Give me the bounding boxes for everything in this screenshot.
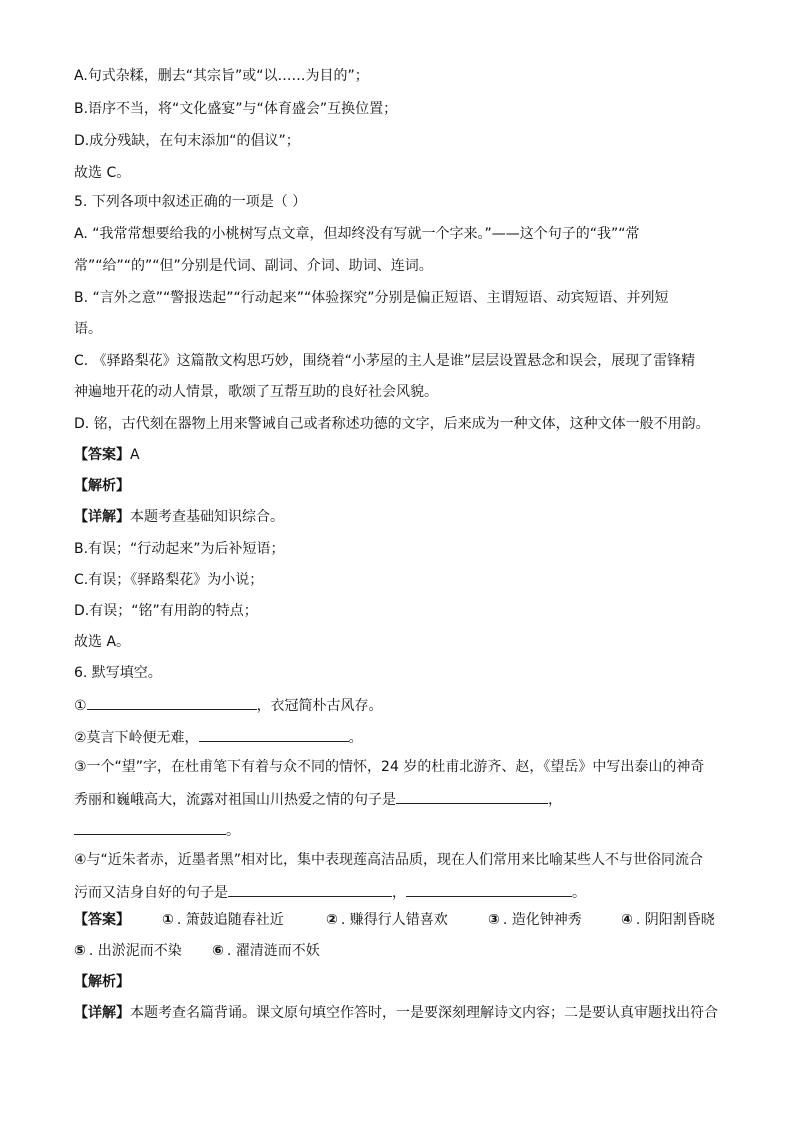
q5-option-b-line1: B. “言外之意”“警报迭起”“行动起来”“体验探究”分别是偏正短语、主谓短语、动宾短语、并列短	[74, 290, 669, 306]
q6-answer-4	[621, 911, 715, 929]
q5-option-c-line2: 神遍地开花的动人情景，歌颂了互帮互助的良好社会风貌。	[74, 384, 438, 400]
detail-label: 【详解】	[74, 1005, 130, 1021]
q6-item-4-line2	[74, 882, 586, 902]
q4-conclusion: 故选 C。	[74, 165, 131, 181]
item-number: ①	[74, 698, 87, 714]
answer-number: ④	[621, 912, 633, 928]
answer-number: ③	[488, 912, 500, 928]
item-text-pre: 污而又洁身自好的句子是	[74, 885, 228, 901]
q6-item-1	[74, 695, 383, 715]
q5-analysis-label: 【解析】	[74, 478, 130, 494]
q5-answer	[74, 446, 140, 464]
q6-answer-5	[74, 942, 182, 960]
q5-conclusion: 故选 A。	[74, 634, 131, 650]
answer-text: . 造化钟神秀	[502, 912, 582, 928]
q5-note-d: D.有误；“铭”有用韵的特点；	[74, 603, 258, 619]
item-text-mid: ，	[392, 885, 406, 901]
q6-item-2	[74, 727, 363, 747]
item-text-pre: ②莫言下岭便无难，	[74, 730, 199, 746]
q6-stem: 6. 默写填空。	[74, 665, 162, 681]
answer-text: . 箫鼓追随春社近	[176, 912, 284, 928]
q5-option-c-line1: C. 《驿路梨花》这篇散文构思巧妙，围绕着“小茅屋的主人是谁”层层设置悬念和误会，展现了雷锋精	[74, 353, 696, 369]
detail-text: 本题考查基础知识综合。	[130, 509, 284, 525]
answer-label: 【答案】	[74, 447, 130, 463]
q6-answer-label: 【答案】	[74, 912, 130, 928]
item-text-post: 。	[348, 730, 363, 746]
fill-blank-4[interactable]	[74, 820, 226, 835]
detail-label: 【详解】	[74, 509, 130, 525]
q6-item-3-line2	[74, 789, 562, 809]
item-text: ，衣冠简朴古风存。	[256, 698, 383, 714]
answer-number: ①	[162, 912, 174, 928]
q5-option-d: D. 铭，古代刻在器物上用来警诫自己或者称述功德的文字，后来成为一种文体，这种文体一般不用韵。	[74, 416, 710, 432]
answer-text: . 濯清涟而不妖	[226, 943, 320, 959]
fill-blank-5[interactable]	[228, 882, 392, 897]
item-text-post: ，	[548, 792, 562, 808]
q6-answer-6	[212, 942, 320, 960]
fill-blank-6[interactable]	[406, 882, 572, 897]
q6-item-3-line3	[74, 820, 240, 840]
q6-item-3-line1: ③一个“望”字，在杜甫笔下有着与众不同的情怀，24 岁的杜甫北游齐、赵，《望岳》中写出泰山的神奇	[74, 759, 705, 775]
answer-number: ⑤	[74, 943, 86, 959]
q6-answer-1	[162, 911, 284, 929]
q6-answer-2	[326, 911, 448, 929]
answer-text: . 赚得行人错喜欢	[340, 912, 448, 928]
q6-detail	[74, 1004, 718, 1022]
answer-text: . 阴阳割昏晓	[635, 912, 715, 928]
answer-number: ②	[326, 912, 338, 928]
answer-text: . 出淤泥而不染	[88, 943, 182, 959]
item-text-post: 。	[226, 823, 240, 839]
item-text-post: 。	[572, 885, 586, 901]
item-text-pre: 秀丽和巍峨高大，流露对祖国山川热爱之情的句子是	[74, 792, 396, 808]
q6-analysis-label: 【解析】	[74, 974, 130, 990]
q5-stem: 5. 下列各项中叙述正确的一项是（ ）	[74, 194, 307, 210]
q5-option-a-line1: A. “我常常想要给我的小桃树写点文章，但却终没有写就一个字来。”——这个句子的“我”“常	[74, 226, 640, 242]
detail-text: 本题考查名篇背诵。课文原句填空作答时，一是要深刻理解诗文内容；二是要认真审题找出符合	[130, 1005, 718, 1021]
q6-item-4-line1: ④与“近朱者赤，近墨者黑”相对比，集中表现莲高洁品质，现在人们常用来比喻某些人不与世俗同流合	[74, 852, 704, 868]
q5-option-b-line2: 语。	[74, 321, 102, 337]
q4-note-d: D.成分残缺，在句末添加“的倡议”；	[74, 133, 300, 149]
fill-blank-3[interactable]	[396, 789, 548, 804]
q4-note-a: A.句式杂糅，删去“其宗旨”或“以……为目的”；	[74, 68, 369, 84]
q5-detail	[74, 508, 284, 526]
q6-answer-3	[488, 911, 582, 929]
fill-blank-1[interactable]	[87, 695, 257, 710]
answer-value: A	[130, 447, 140, 463]
q5-note-b: B.有误；“行动起来”为后补短语；	[74, 541, 285, 557]
answer-number: ⑥	[212, 943, 224, 959]
q5-note-c: C.有误；《驿路梨花》为小说；	[74, 572, 264, 588]
fill-blank-2[interactable]	[199, 727, 349, 742]
q5-option-a-line2: 常”“给”“的”“但”分别是代词、副词、介词、助词、连词。	[74, 258, 433, 274]
q4-note-b: B.语序不当，将“文化盛宴”与“体育盛会”互换位置；	[74, 101, 398, 117]
